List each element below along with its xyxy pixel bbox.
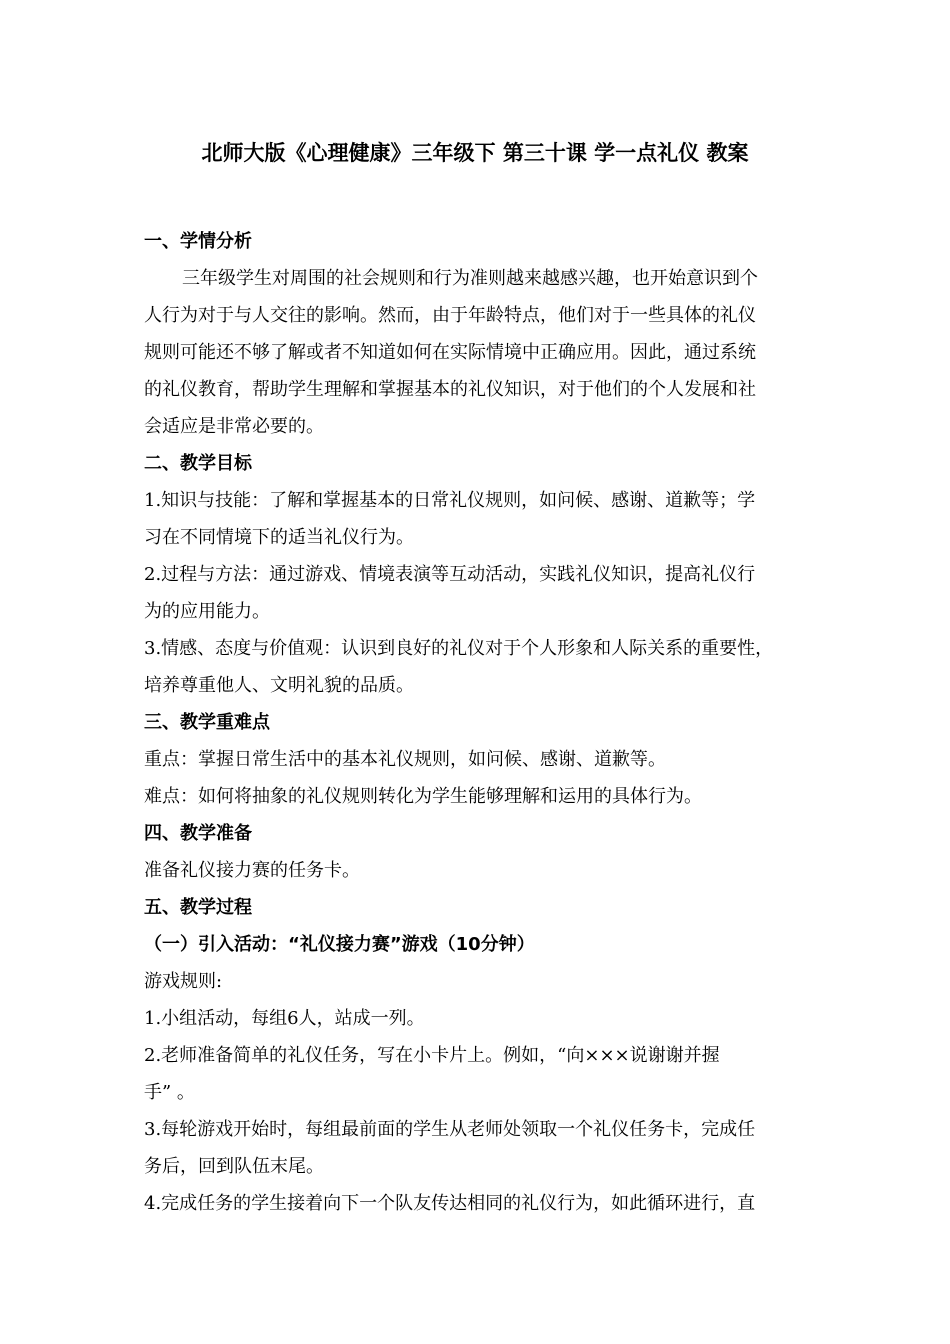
body-text-line: 3.每轮游戏开始时，每组最前面的学生从老师处领取一个礼仪任务卡，完成任 bbox=[144, 1119, 756, 1140]
section-heading: 五、教学过程 bbox=[144, 897, 252, 918]
body-text-line: 培养尊重他人、文明礼貌的品质。 bbox=[144, 675, 414, 696]
document-title: 北师大版《心理健康》三年级下 第三十课 学一点礼仪 教案 bbox=[201, 141, 749, 165]
section-heading: 四、教学准备 bbox=[144, 823, 252, 844]
body-text-line: 4.完成任务的学生接着向下一个队友传达相同的礼仪行为，如此循环进行，直 bbox=[144, 1193, 756, 1214]
body-text-line: 1.小组活动，每组6人，站成一列。 bbox=[144, 1008, 425, 1029]
body-text-line: 务后，回到队伍末尾。 bbox=[144, 1156, 324, 1177]
body-text-line: 人行为对于与人交往的影响。然而，由于年龄特点，他们对于一些具体的礼仪 bbox=[144, 305, 756, 326]
body-text-line: 3.情感、态度与价值观：认识到良好的礼仪对于个人形象和人际关系的重要性， bbox=[144, 638, 774, 659]
section-heading: 一、学情分析 bbox=[144, 231, 252, 252]
body-text-line: 的礼仪教育，帮助学生理解和掌握基本的礼仪知识，对于他们的个人发展和社 bbox=[144, 379, 756, 400]
body-text-line: 游戏规则: bbox=[144, 971, 223, 992]
body-text-line: 会适应是非常必要的。 bbox=[144, 416, 324, 437]
section-heading: 三、教学重难点 bbox=[144, 712, 270, 733]
section-heading: 二、教学目标 bbox=[144, 453, 252, 474]
section-heading: （一）引入活动：“礼仪接力赛”游戏（10分钟） bbox=[144, 934, 535, 955]
body-text-line: 准备礼仪接力赛的任务卡。 bbox=[144, 860, 360, 881]
body-text-line: 规则可能还不够了解或者不知道如何在实际情境中正确应用。因此，通过系统 bbox=[144, 342, 756, 363]
body-text-line: 难点：如何将抽象的礼仪规则转化为学生能够理解和运用的具体行为。 bbox=[144, 786, 702, 807]
body-text-line: 2.老师准备简单的礼仪任务，写在小卡片上。例如，“向×××说谢谢并握 bbox=[144, 1045, 720, 1066]
body-text-line: 重点：掌握日常生活中的基本礼仪规则，如问候、感谢、道歉等。 bbox=[144, 749, 666, 770]
body-text-line: 1.知识与技能：了解和掌握基本的日常礼仪规则，如问候、感谢、道歉等；学 bbox=[144, 490, 756, 511]
paragraph-first-line: 三年级学生对周围的社会规则和行为准则越来越感兴趣，也开始意识到个 bbox=[182, 268, 758, 289]
body-text-line: 2.过程与方法：通过游戏、情境表演等互动活动，实践礼仪知识，提高礼仪行 bbox=[144, 564, 756, 585]
document-body bbox=[144, 223, 816, 1222]
body-text-line: 习在不同情境下的适当礼仪行为。 bbox=[144, 527, 414, 548]
body-text-line: 手” 。 bbox=[144, 1082, 195, 1103]
body-text-line: 为的应用能力。 bbox=[144, 601, 270, 622]
